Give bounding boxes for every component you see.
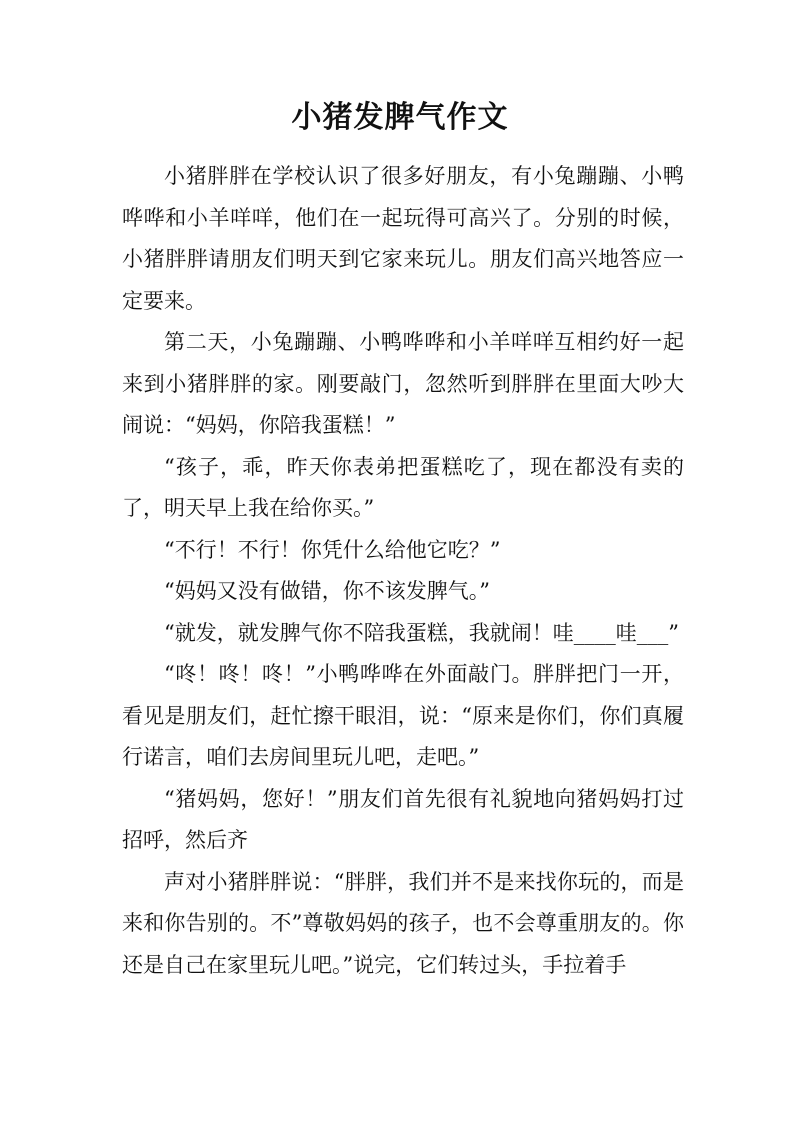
- paragraph-2: 第二天，小兔蹦蹦、小鸭哗哗和小羊咩咩互相约好一起来到小猪胖胖的家。刚要敲门，忽然听到胖胖在里面大吵大闹说：“妈妈，你陪我蛋糕！”: [122, 330, 684, 437]
- paragraph-4: “不行！不行！你凭什么给他它吃？”: [164, 537, 501, 562]
- essay-body: [122, 156, 684, 986]
- paragraph-8: “猪妈妈，您好！”朋友们首先很有礼貌地向猪妈妈打过招呼，然后齐: [122, 786, 684, 852]
- paragraph-3: “孩子，乖，昨天你表弟把蛋糕吃了，现在都没有卖的了，明天早上我在给你买。”: [122, 454, 684, 520]
- paragraph-5: “妈妈又没有做错，你不该发脾气。”: [164, 579, 490, 603]
- paragraph-1: 小猪胖胖在学校认识了很多好朋友，有小兔蹦蹦、小鸭哗哗和小羊咩咩，他们在一起玩得可高兴了。分别的时候，小猪胖胖请朋友们明天到它家来玩儿。朋友们高兴地答应一定要来。: [122, 164, 684, 313]
- paragraph-9: 声对小猪胖胖说：“胖胖，我们并不是来找你玩的，而是来和你告别的。不”尊敬妈妈的孩子，也不会尊重朋友的。你还是自己在家里玩儿吧。”说完，它们转过头，手拉着手: [122, 869, 684, 977]
- page-title: 小猪发脾气作文: [291, 100, 509, 135]
- paragraph-6: “就发，就发脾气你不陪我蛋糕，我就闹！哇____哇___”: [164, 620, 679, 645]
- paragraph-7: “咚！咚！咚！”小鸭哗哗在外面敲门。胖胖把门一开，看见是朋友们，赶忙擦干眼泪，说：“原来是你们，你们真履行诺言，咱们去房间里玩儿吧，走吧。”: [122, 662, 684, 769]
